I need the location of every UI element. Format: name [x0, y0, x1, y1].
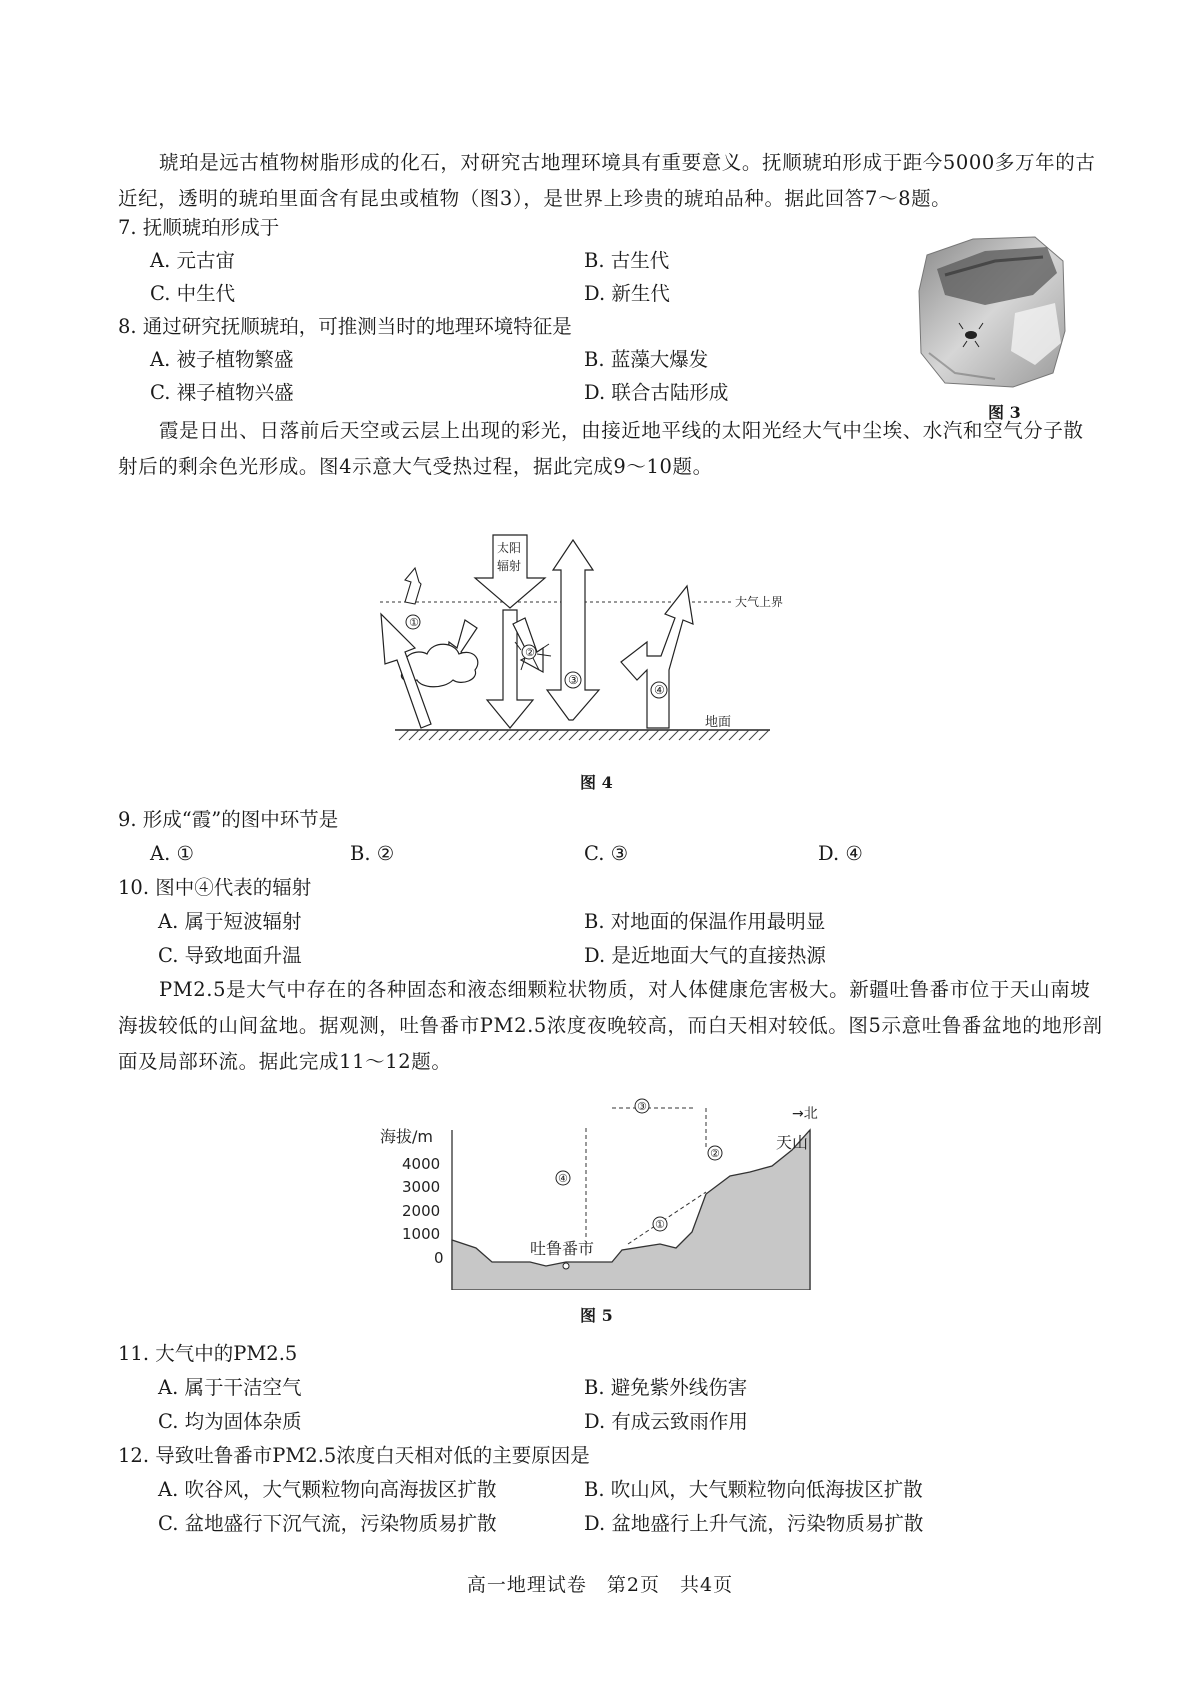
tick-3000: 3000: [402, 1178, 441, 1196]
tick-1000: 1000: [402, 1225, 441, 1243]
q7-option-d: D. 新生代: [584, 282, 670, 305]
figure-5-diagram: [380, 1090, 830, 1290]
q9-option-b: B. ②: [350, 842, 395, 865]
q11-option-a: A. 属于干洁空气: [158, 1376, 302, 1399]
q7-option-a: A. 元古宙: [150, 249, 235, 272]
q11-option-b: B. 避免紫外线伤害: [584, 1376, 748, 1399]
q11-option-c: C. 均为固体杂质: [158, 1410, 302, 1433]
tick-0: 0: [434, 1249, 444, 1267]
q9-option-d: D. ④: [818, 842, 863, 865]
question-7-stem: 7. 抚顺琥珀形成于: [118, 216, 280, 239]
terrain-profile: [452, 1130, 810, 1290]
city-marker: [563, 1263, 569, 1269]
marker-2: ②: [525, 646, 535, 659]
fig5-marker-2: ②: [710, 1147, 720, 1160]
figure-3-caption: 图 3: [988, 403, 1021, 422]
tick-4000: 4000: [402, 1155, 441, 1173]
q7-option-c: C. 中生代: [150, 282, 236, 305]
north-arrow: →北: [792, 1106, 818, 1122]
city-label: 吐鲁番市: [530, 1239, 595, 1258]
q8-option-b: B. 蓝藻大爆发: [584, 348, 709, 371]
figure-4-caption: 图 4: [580, 773, 613, 792]
ground-hatching: [399, 730, 769, 740]
q11-option-d: D. 有成云致雨作用: [584, 1410, 748, 1433]
question-11-stem: 11. 大气中的PM2.5: [118, 1342, 298, 1365]
q10-option-d: D. 是近地面大气的直接热源: [584, 944, 826, 967]
arrow-1-reflection: [405, 568, 421, 604]
q8-option-d: D. 联合古陆形成: [584, 381, 729, 404]
intro-paragraph-glow: 霞是日出、日落前后天空或云层上出现的彩光，由接近地平线的太阳光经大气中尘埃、水汽和空气分子散射后的剩余色光形成。图4示意大气受热过程，据此完成9～10题。: [118, 419, 1084, 478]
question-10-stem: 10. 图中④代表的辐射: [118, 876, 312, 899]
tick-2000: 2000: [402, 1202, 441, 1220]
arrow-4-counter-radiation: [621, 586, 693, 728]
q9-option-a: A. ①: [150, 842, 194, 865]
question-8-stem: 8. 通过研究抚顺琥珀，可推测当时的地理环境特征是: [118, 315, 572, 338]
arrow-3-ground-radiation: [547, 540, 599, 720]
marker-1: ①: [409, 616, 419, 629]
question-12-stem: 12. 导致吐鲁番市PM2.5浓度白天相对低的主要原因是: [118, 1444, 590, 1467]
marker-4: ④: [654, 683, 665, 697]
q10-option-a: A. 属于短波辐射: [158, 910, 302, 933]
amber-photo: [915, 233, 1070, 393]
solar-label-1: 太阳: [497, 541, 522, 555]
q7-option-b: B. 古生代: [584, 249, 670, 272]
mountain-label: 天山: [776, 1133, 809, 1152]
q12-option-c: C. 盆地盛行下沉气流，污染物质易扩散: [158, 1512, 497, 1535]
atmosphere-top-label: 大气上界: [735, 595, 784, 609]
q10-option-b: B. 对地面的保温作用最明显: [584, 910, 826, 933]
q12-option-b: B. 吹山风，大气颗粒物向低海拔区扩散: [584, 1478, 923, 1501]
fig5-marker-1: ①: [655, 1218, 665, 1231]
question-9-stem: 9. 形成“霞”的图中环节是: [118, 808, 339, 831]
fig5-ylabel: 海拔/m: [380, 1127, 433, 1146]
marker-3: ③: [568, 673, 579, 687]
intro-paragraph-pm25: PM2.5是大气中存在的各种固态和液态细颗粒状物质，对人体健康危害极大。新疆吐鲁番市位于天山南坡海拔较低的山间盆地。据观测，吐鲁番市PM2.5浓度夜晚较高，而白天相对较低。图5示意吐鲁番盆地的地形剖面及局部环流。据此完成11～12题。: [118, 978, 1103, 1073]
fig5-marker-3: ③: [637, 1100, 647, 1113]
fig5-marker-4: ④: [558, 1172, 568, 1185]
q8-option-a: A. 被子植物繁盛: [150, 348, 294, 371]
page-footer: 高一地理试卷 第2页 共4页: [466, 1574, 734, 1596]
intro-paragraph-amber: 琥珀是远古植物树脂形成的化石，对研究古地理环境具有重要意义。抚顺琥珀形成于距今5000多万年的古近纪，透明的琥珀里面含有昆虫或植物（图3），是世界上珍贵的琥珀品种。据此回答7～8题。: [118, 151, 1096, 210]
q12-option-d: D. 盆地盛行上升气流，污染物质易扩散: [584, 1512, 924, 1535]
figure-4-diagram: [375, 530, 825, 760]
q9-option-c: C. ③: [584, 842, 629, 865]
q8-option-c: C. 裸子植物兴盛: [150, 381, 294, 404]
q10-option-c: C. 导致地面升温: [158, 944, 302, 967]
solar-label-2: 辐射: [497, 559, 522, 573]
figure-5-caption: 图 5: [580, 1306, 613, 1325]
q12-option-a: A. 吹谷风，大气颗粒物向高海拔区扩散: [158, 1478, 497, 1501]
ground-label: 地面: [705, 715, 732, 730]
